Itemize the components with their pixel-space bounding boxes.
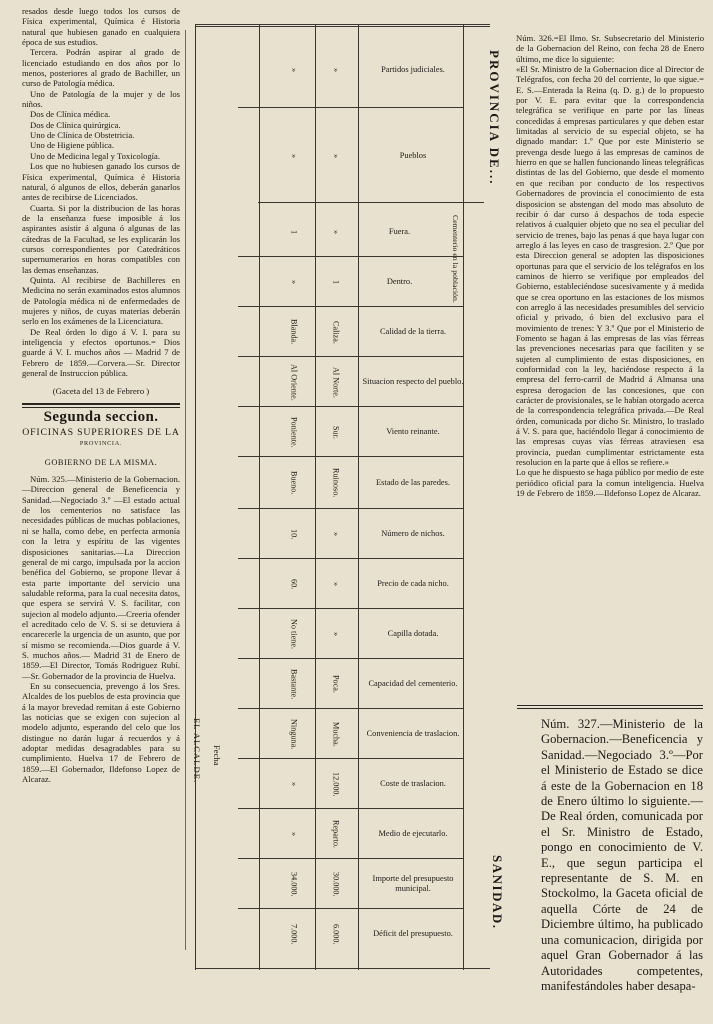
alcalde-signature: EL ALCALDE. [192, 718, 202, 784]
row-value-col2: » [331, 229, 341, 235]
row-label: Estado de las paredes. [376, 478, 450, 487]
sanidad-header: SANIDAD. [490, 855, 505, 930]
row-value-col2: Al Norte. [331, 366, 341, 398]
row-value-col1: No tiene. [289, 618, 299, 649]
row-value-col2: Mucha. [331, 721, 341, 747]
row-divider [238, 256, 464, 257]
row-value-col1: » [289, 831, 299, 837]
row-divider [238, 558, 464, 559]
table-border [358, 24, 359, 970]
paragraph: Lo que he dispuesto se haga público por medio de este periódico oficial para la comun inteligencia. Huelva 19 de Febrero de 1859.—Ildefonso Lopez de Alcaraz. [516, 467, 704, 499]
row-value-col2: 30.000. [331, 871, 341, 897]
paragraph: Uno de Patología de la mujer y de los niños. [22, 88, 180, 110]
paragraph: Núm. 325.—Ministerio de la Gobernacion.—Direccion general de Beneficencia y Sanidad.—Negociado 3.º —El estado actual de los cementerios no satisface las necesidades públicas de muchas poblaciones, ni se halla, como debe, en perfecta armonía con la letra y espíritu de las vigentes disposiciones sanitarias.—La Direccion general de mi cargo, impulsada por la accion benéfica del Gobierno, se propone llevar á esta parte importante del servicio una saludable reforma, para la cual necesita datos, que espera se servirá V. S. facilitar, con sujecion al modelo adjunto.—Creeria ofender el acreditado celo de V. S. si se detuviera á encarecerle la urgencia de un asunto, que por sí mismo se recomienda.—Dios guarde á V. S. muchos años.— Madrid 31 de Enero de 1859.—El Director, Tomás Rodriguez Rubí.—Sr. Gobernador de la provincia de Huelva. [22, 474, 180, 681]
divider [22, 407, 180, 408]
row-label: Déficit del presupuesto. [373, 929, 453, 938]
paragraph: Dos de Clínica médica. [30, 109, 111, 120]
row-label: Pueblos [399, 151, 427, 160]
row-value-col2: » [331, 67, 341, 73]
row-value-col1: Bastante. [289, 668, 299, 700]
row-divider [238, 758, 464, 759]
table-border [195, 968, 490, 969]
section-subtitle: OFICINAS SUPERIORES DE LA [22, 427, 180, 439]
row-label: Partidos judiciales. [381, 65, 445, 74]
row-label: Número de nichos. [381, 529, 445, 538]
row-label: Capacidad del cementerio. [368, 679, 458, 688]
row-value-col1: » [289, 67, 299, 73]
table-border [195, 24, 196, 970]
paragraph: Cuarta. Si por la distribucion de las horas de la enseñanza fuese imposible á los aspirantes asistir á alguna ó algunas de las cátedras de la Facultad, se les explicarán los cursos correspondientes por Catedráticos supernumerarios en horas compatibles con las demas enseñanzas. [22, 202, 180, 275]
row-divider [238, 356, 464, 357]
row-divider [238, 456, 464, 457]
row-value-col1: 10. [289, 528, 299, 540]
paragraph: Tercera. Podrán aspirar al grado de licenciado estudiando en dos años por lo menos, posteriores al grado de Bachiller, un curso de Patología médica. [22, 47, 180, 89]
row-divider [238, 808, 464, 809]
row-value-col2: Reparto. [331, 820, 341, 848]
row-label: Capilla dotada. [387, 629, 439, 638]
row-divider [238, 908, 464, 909]
paragraph: Uno de Clínica de Obstetricia. [30, 130, 135, 141]
right-column [516, 33, 704, 498]
paragraph: De Real órden lo digo á V. I. para su inteligencia y efectos oportunos.= Dios guarde á V. I. muchos años — Madrid 7 de Febrero de 1859.—Corvera.—Sr. Director general de Instruccion pública. [22, 326, 180, 379]
row-label: Medio de ejecutarlo. [378, 829, 448, 838]
row-value-col1: » [289, 781, 299, 787]
paragraph: resados desde luego todos los cursos de Física experimental, Química é Historia natural que hubiesen ganado en cualquiera época de sus estudios. [22, 6, 180, 48]
row-value-col2: 6.000. [331, 923, 341, 945]
divider [517, 705, 703, 706]
gaceta-note: (Gaceta del 13 de Febrero ) [52, 386, 150, 397]
row-value-col1: Ninguna. [289, 718, 299, 750]
row-value-col1: Bueno. [289, 471, 299, 495]
row-label: Calidad de la tierra. [379, 327, 447, 336]
row-divider [238, 608, 464, 609]
row-label: Situacion respecto del pueblo. [362, 377, 464, 386]
section-subtitle-provincia: PROVINCIA. [79, 440, 123, 448]
paragraph: Los que no hubiesen ganado los cursos de Física experimental, Química é Historia natural, ó algunos de ellos, deberán ganarlos antes de recibirse de Licenciados. [22, 161, 180, 203]
row-value-col2: » [331, 531, 341, 537]
row-label: Conveniencia de traslacion. [366, 729, 460, 738]
row-value-col2: Ruinoso. [331, 468, 341, 498]
row-divider [238, 508, 464, 509]
cementerio-group-label: Cementerio en la población. [451, 215, 460, 303]
row-divider [238, 406, 464, 407]
fecha-label: Fecha [212, 745, 222, 766]
row-label: Viento reinante. [386, 427, 440, 436]
paragraph: Uno de Higiene pública. [30, 140, 115, 151]
paragraph: Quinta. Al recibirse de Bachilleres en Medicina no serán examinados estos alumnos de Patología médica ni de enfermedades de mujeres y niños, de cuyas materias deberán serlo en los exámenes de la Licenciatura. [22, 274, 180, 327]
row-label: Coste de traslacion. [380, 779, 446, 788]
row-value-col2: » [331, 153, 341, 159]
row-value-col1: 34.000. [289, 871, 299, 897]
row-value-col2: Caliza. [331, 320, 341, 344]
row-value-col2: 1 [331, 279, 341, 285]
gobierno-heading: GOBIERNO DE LA MISMA. [44, 457, 158, 467]
row-value-col2: » [331, 581, 341, 587]
divider [22, 403, 180, 405]
row-divider [238, 306, 464, 307]
row-value-col1: » [289, 153, 299, 159]
row-divider [238, 658, 464, 659]
divider [517, 708, 703, 709]
row-value-col2: » [331, 631, 341, 637]
row-value-col1: 7.000. [289, 923, 299, 945]
paragraph: Núm. 326.=El Ilmo. Sr. Subsecretario del Ministerio de la Gobernacion del Reino, con fecha 28 de Enero último, me dice lo siguiente: [516, 33, 704, 64]
row-value-col1: Poniente. [289, 416, 299, 448]
row-value-col1: 60. [289, 578, 299, 590]
paragraph: Uno de Medicina legal y Toxicología. [30, 150, 161, 161]
paragraph: En su consecuencia, prevengo á los Sres. Alcaldes de los pueblos de esta provincia que á la mayor brevedad remitan á este Gobierno las noticias que se exigen con sujecion al modelo adjunto, esperando del celo que los distingue no darán lugar á recuerdos y á adoptar medidas desagradables para su cumplimiento. Huelva 17 de Febrero de 1859.—El Gobernador, Ildefonso Lopez de Alcaraz. [22, 680, 180, 785]
row-divider [238, 708, 464, 709]
provincia-header: PROVINCIA DE... [487, 50, 502, 186]
row-label: Fuera. [388, 227, 411, 236]
paragraph: Núm. 327.—Ministerio de la Gobernacion.—Beneficencia y Sanidad.—Negociado 3.º—Por el Ministerio de Estado se dice á este de la Gobernacion en 18 de Enero último lo siguiente.—De Real órden, comunicada por el Sr. Ministro de Estado, pongo en conocimiento de V. E., que segun participa el representante de S. M. en Stockolmo, la Gaceta oficial de aquella Córte de 24 de Diciembre último, ha publicado una comunicacion, dirigida por aquel Gran Gobernador á las Autoridades competentes, manifestándoles haber desapa- [541, 717, 703, 993]
row-divider [258, 202, 484, 203]
row-value-col1: » [289, 279, 299, 285]
left-column [22, 6, 180, 784]
section-title: Segunda seccion. [43, 408, 159, 425]
paragraph: «El Sr. Ministro de la Gobernacion dice al Director de Telégrafos, con fecha 20 del corriente, lo que sigue.= E. S.—Enterada la Reina (q. D. g.) de lo propuesto por V. E. para evitar que la correspondencia telegráfica se verifique en parte por las líneas concedidas á empresas particulares y que deben estar limitadas al servicio de su especial objeto, se ha dignado mandar: 1.º Que por este Ministerio se prevenga desde luego á las empresas de caminos de hierro en que se hallen funcionando líneas telegráficas distintas de las del Gobierno, que desde el momento en que reciban por conducto de los respectivos Gobernadores de provincia el conocimiento de esta disposicion se abstengan del modo mas absoluto de recibir ó dar curso á despachos de toda especie relativos á cualquier objeto que no sea el peculiar del servicio de trenes, bajo las penas á que haya lugar con arreglo á las leyes en caso de trasgresion. 2.º Que por esta Direccion general se adopten las disposiciones oportunas para que el servicio de los telégrafos en los caminos de hierro se verifique por empleados del Gobierno, estableciéndose sucesivamente y á medida que se crea oportuno en las estaciones de los mismos con arreglo á las necesidades presumibles del servicio oficial y privado, ó bien del exclusivo para el movimiento de trenes: Y 3.º Que por el Ministerio de Fomento se hagan á las empresas de las vías férreas las prevenciones necesarias para que faciliten y se sujeten al cumplimiento de estas disposiciones, en conformidad con la ley, haciéndose respecto á la empresa del ferro-carril de Madrid á Almansa una espresa derogacion de las concesiones, que con carácter de provisionales, se le habían otorgado acerca de la correspondencia telegráfica privada.—De Real órden, comunicada por dicho Sr. Ministro, lo traslado á V. S. para que, haciéndolo llegar á conocimiento de las empresas cuyas vías férreas atraviesen esa provincia, puedan cumplimentar estrictamente esta resolucion en la parte que á ellos se refiere.» [516, 64, 704, 468]
row-value-col2: 12.000. [331, 771, 341, 797]
table-border [195, 26, 490, 27]
row-value-col1: Blanda. [289, 319, 299, 345]
row-label: Importe del presupuesto municipal. [372, 874, 454, 893]
row-divider [238, 858, 464, 859]
row-value-col2: Poca. [331, 675, 341, 693]
row-label: Dentro. [386, 277, 413, 286]
row-label: Precio de cada nicho. [377, 579, 449, 588]
row-value-col2: Sur. [331, 425, 341, 439]
right-column-large [541, 717, 703, 994]
column-separator [185, 30, 186, 950]
row-value-col1: Al Oriente. [289, 363, 299, 401]
table-border [259, 24, 260, 970]
row-divider [238, 107, 464, 108]
table-border [195, 24, 490, 25]
row-value-col1: 1 [289, 229, 299, 235]
paragraph: Dos de Clínica quirúrgica. [30, 119, 121, 130]
